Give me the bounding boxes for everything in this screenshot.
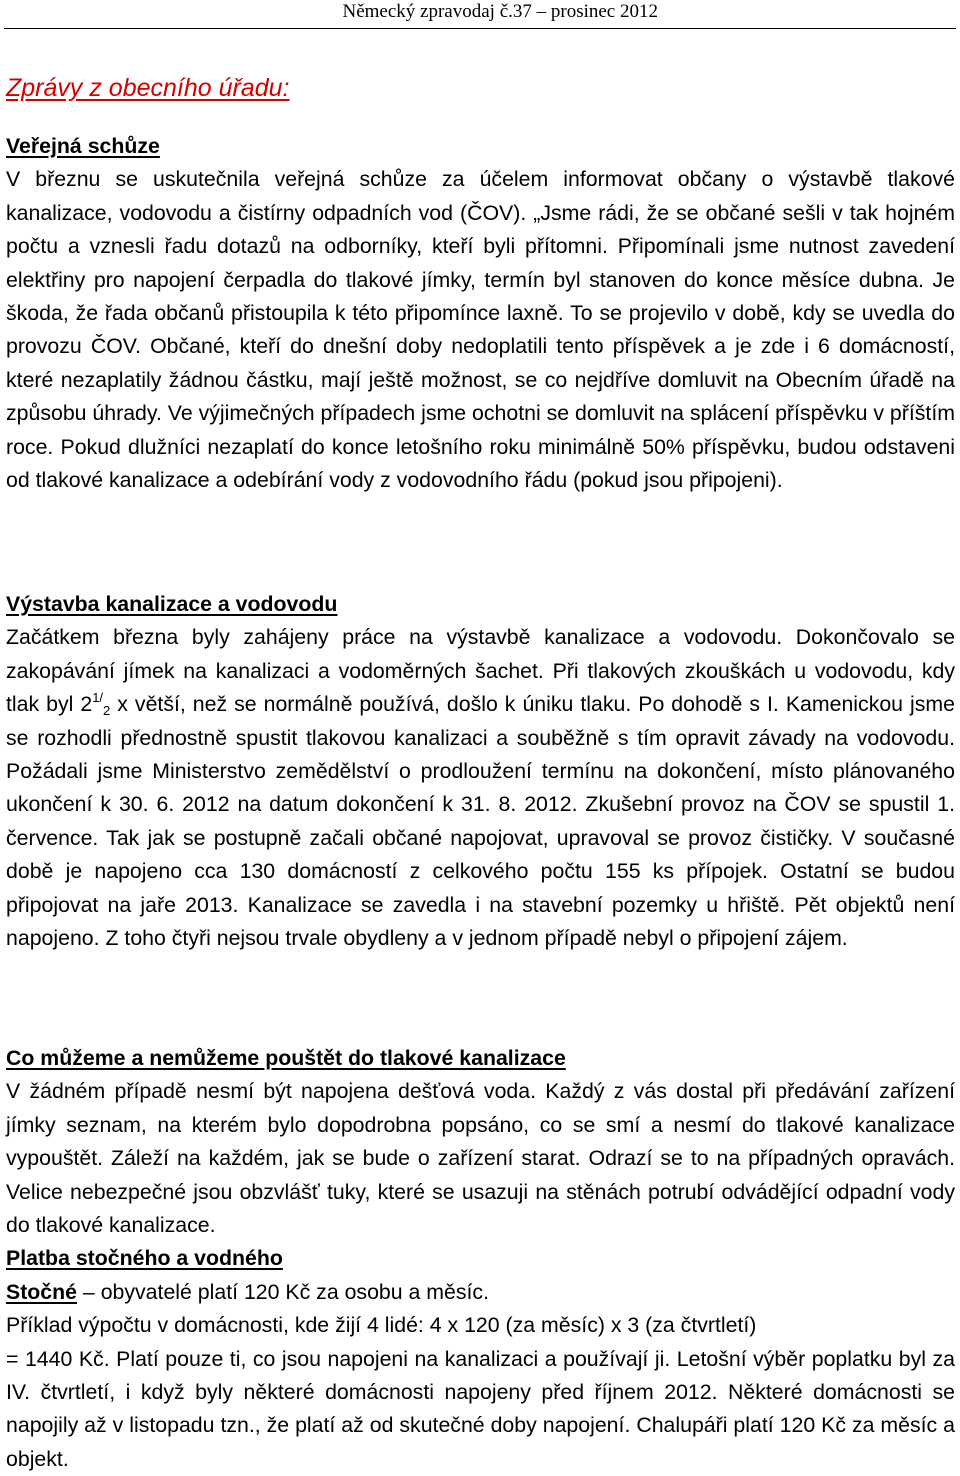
example-line: Příklad výpočtu v domácnosti, kde žijí 4 lidé: 4 x 120 (za měsíc) x 3 (za čtvrtletí) [6,1313,757,1338]
fraction-numerator: 1/ [92,690,104,706]
stocne-line [6,1276,955,1309]
running-header: Německý zpravodaj č.37 – prosinec 2012 [342,1,658,22]
article-sewer-rules [6,1042,955,1476]
section-title: Zprávy z obecního úřadu: [6,74,290,102]
article-public-meeting [6,130,955,497]
header-rule [4,28,956,29]
result-paragraph: = 1440 Kč. Platí pouze ti, co jsou napojeni na kanalizaci a používají ji. Letošní výběr poplatku byl za IV. čtvrtletí, i když byly některé domácnosti napojeny před říjnem 2012. Některé domácnosti se napojily až v listopadu tzn., že platí až od skutečné doby napojení. Chalupáři platí 120 Kč za měsíc a objekt. [6,1346,955,1471]
article-heading: Výstavba kanalizace a vodovodu [6,592,338,616]
article-body-part2: x větší, než se normálně používá, došlo k úniku tlaku. Po dohodě s I. Kamenickou jsme se rozhodli přednostně spustit tlakovou kanalizaci a souběžně s tím opravit závady na vodovodu. Požádali jsme Ministerstvo zemědělství o prodloužení termínu na dokončení, místo plánovaného ukončení k 30. 6. 2012 na datum dokončení k 31. 8. 2012. Zkušební provoz na ČOV se spustil 1. července. Tak jak se postupně začali občané napojovat, upravoval se provoz čističky. V současné době je napojeno cca 130 domácností z celkového počtu 155 ks přípojek. Ostatní se budou připojovat na jaře 2013. Kanalizace se zavedla i na stavební pozemky u hřiště. Pět objektů není napojeno. Z toho čtyři nejsou trvale obydleny a v jednom případě nebyl o připojení zájem. [6,692,955,951]
article-body: V březnu se uskutečnila veřejná schůze za účelem informovat občany o výstavbě tlakové kanalizace, vodovodu a čistírny odpadních vod (ČOV). „Jsme rádi, že se občané sešli v tak hojném počtu a vznesli řadu dotazů na odborníky, kteří byli přítomni. Připomínali jsme nutnost zavedení elektřiny pro napojení čerpadla do tlakové jímky, termín byl stanoven do konce měsíce dubna. Je škoda, že řada občanů přistoupila k této připomínce laxně. To se projevilo v době, kdy se uvedla do provozu ČOV. Občané, kteří do dnešní doby nedoplatili tento příspěvek a je zde i 6 domácností, které nezaplatily žádnou částku, mají ještě možnost, se co nejdříve domluvit na Obecním úřadě na způsobu úhrady. Ve výjimečných případech jsme ochotni se domluvit na splácení příspěvku v příštím roce. Pokud dlužníci nezaplatí do konce letošního roku minimálně 50% příspěvku, budou odstaveni od tlakové kanalizace a odebírání vody z vodovodního řádu (pokud jsou připojeni). [6,167,955,493]
article-body-part1: Začátkem března byly zahájeny práce na výstavbě kanalizace a vodovodu. Dokončovalo se zakopávání jímek na kanalizaci a vodoměrných šachet. Při tlakových zkouškách u vodovodu, kdy tlak byl 2 [6,625,955,717]
fraction [92,690,111,719]
payment-heading: Platba stočného a vodného [6,1246,283,1271]
article-heading: Veřejná schůze [6,134,160,158]
stocne-label: Stočné [6,1279,78,1304]
stocne-text: – obyvatelé platí 120 Kč za osobu a měsíc. [77,1279,489,1304]
article-construction [6,588,955,955]
article-body [6,621,955,955]
article-body: V žádném případě nesmí být napojena dešťová voda. Každý z vás dostal při předávání zařízení jímky seznam, na kterém bylo dopodrobna popsáno, co se smí a nesmí do tlakové kanalizace vypouštět. Záleží na každém, jak se bude o zařízení starat. Odrazí se to na případných opravách. Velice nebezpečné jsou obzvlášť tuky, které se usazuji na stěnách potrubí odvádějící odpadní vody do tlakové kanalizace. [6,1079,955,1238]
article-heading: Co můžeme a nemůžeme pouštět do tlakové kanalizace [6,1046,566,1070]
fraction-denominator: 2 [103,703,111,719]
